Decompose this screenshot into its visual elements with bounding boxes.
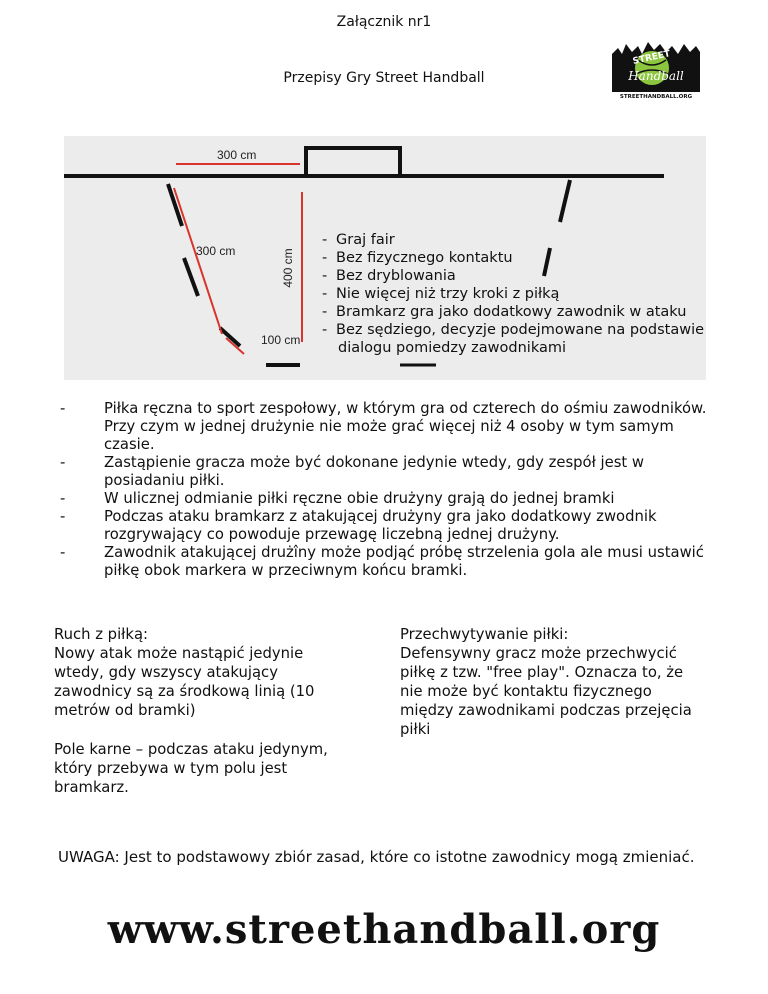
principle-item: - Bez dryblowania [322, 267, 704, 285]
intercept-text: Defensywny gracz może przechwycić piłkę z tzw. "free play". Oznacza to, że nie może być kontaktu fizycznego między zawodnikami podczas przejęcia piłki [400, 645, 692, 738]
penalty-arc-left [184, 258, 198, 296]
penalty-arc-left [220, 328, 240, 346]
rule-item: - Zastąpienie gracza może być dokonane jedynie wtedy, gdy zespół jest w posiadaniu piłki. [60, 454, 720, 490]
label-marker-100: 100 cm [261, 333, 301, 347]
label-diagonal-300: 300 cm [196, 244, 236, 258]
penalty-text: Pole karne – podczas ataku jedynym, który przebywa w tym polu jest bramkarz. [54, 741, 328, 796]
movement-text: Nowy atak może nastąpić jedynie wtedy, gdy wszyscy atakujący zawodnicy są za środkową linią (10 metrów od bramki) [54, 645, 315, 719]
principle-item: - Graj fair [322, 231, 704, 249]
appendix-label: Załącznik nr1 [336, 14, 432, 30]
penalty-arc-right [560, 180, 570, 222]
right-column [400, 625, 700, 739]
logo-word-bottom: Handball [628, 69, 684, 83]
movement-title: Ruch z piłką: [54, 626, 149, 643]
label-width-300: 300 cm [217, 148, 257, 162]
principle-item: - Bramkarz gra jako dodatkowy zawodnik w ataku [322, 303, 704, 321]
logo [612, 40, 700, 102]
intercept-title: Przechwytywanie piłki: [400, 626, 569, 643]
note: UWAGA: Jest to podstawowy zbiór zasad, które co istotne zawodnicy mogą zmieniać. [58, 848, 695, 866]
rule-item: - Piłka ręczna to sport zespołowy, w którym gra od czterech do ośmiu zawodników. Przy czym w jednej drużynie nie może grać więcej niż 4 osoby w tym samym czasie. [60, 400, 720, 454]
logo-word-top: STREET [631, 49, 672, 67]
goal [306, 148, 400, 176]
street-handball-logo-icon [612, 40, 700, 102]
principles-list [322, 231, 704, 357]
logo-url: STREETHANDBALL.ORG [619, 94, 693, 100]
page-title: Przepisy Gry Street Handball [283, 70, 485, 86]
rule-item: - Zawodnik atakującej drużîny może podjąć próbę strzelenia gola ale musi ustawić piłkę obok markera w przeciwnym końcu bramki. [60, 544, 720, 580]
principle-item: - Nie więcej niż trzy kroki z piłką [322, 285, 704, 303]
principle-item: - Bez sędziego, decyzje podejmowane na podstawie [322, 321, 704, 339]
rules-list [60, 400, 720, 580]
principle-item: - Bez fizycznego kontaktu [322, 249, 704, 267]
rule-item: - Podczas ataku bramkarz z atakującej drużyny gra jako dodatkowy zwodnik rozgrywający co powoduje przewagę liczebną jednej drużyny. [60, 508, 720, 544]
footer-url[interactable]: www.streethandball.org [107, 906, 661, 953]
measure-diagonal [174, 188, 222, 334]
principle-continuation: dialogu pomiedzy zawodnikami [338, 340, 567, 356]
label-400: 400 cm [281, 248, 295, 288]
rule-item: - W ulicznej odmianie piłki ręczne obie drużyny grają do jednej bramki [60, 490, 720, 508]
left-column [54, 625, 346, 797]
court-diagram [64, 136, 706, 380]
